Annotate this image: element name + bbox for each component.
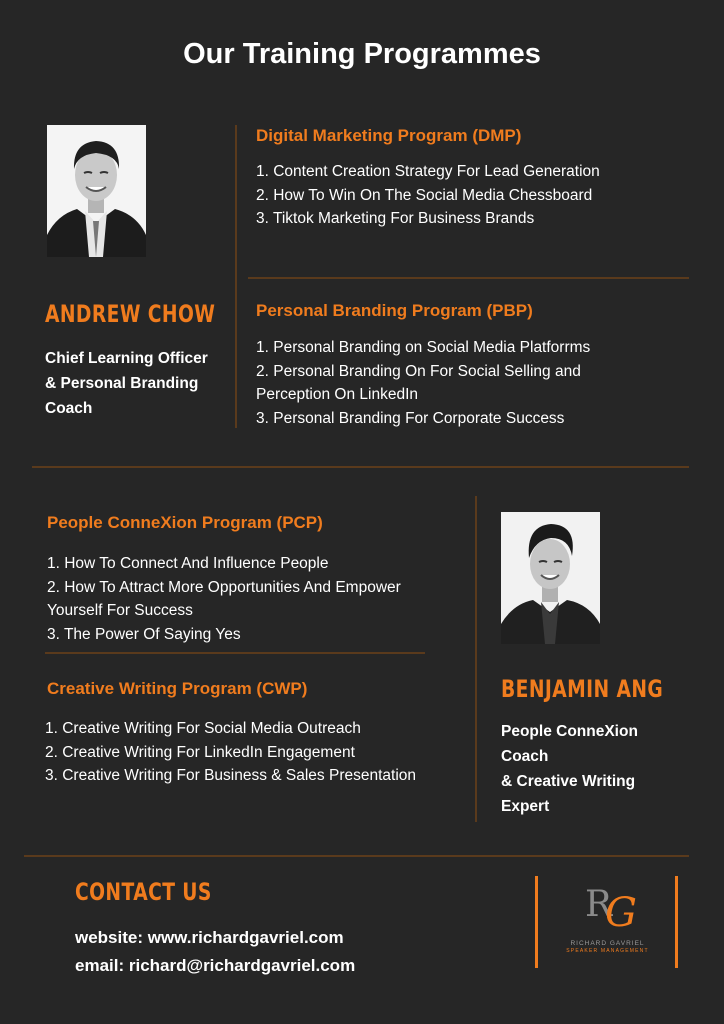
contact-heading: CONTACT US [75,878,212,906]
list-item: 3. Creative Writing For Business & Sales Presentation [45,767,417,784]
company-logo [545,882,670,962]
list-item: Yourself For Success [47,602,193,619]
list-item: 2. Creative Writing For LinkedIn Engagement [45,743,355,761]
horizontal-divider-bottom-programs [45,652,425,654]
section-divider-middle [32,466,689,468]
logo-monogram-r: R [585,884,613,925]
list-item: 2. How To Attract More Opportunities And Empower [47,578,401,596]
list-item: Perception On LinkedIn [256,386,418,403]
role-line: Chief Learning Officer [45,350,208,367]
coach-role-andrew-chow [45,346,235,421]
contact-email[interactable]: email: richard@richardgavriel.com [75,956,356,975]
andrew-chow-photo [47,125,146,257]
vertical-divider-bottom [475,496,477,822]
list-item: 1. Content Creation Strategy For Lead Generation [256,163,600,180]
role-line: Coach [501,748,549,765]
program-title-cwp: Creative Writing Program (CWP) [47,679,308,698]
role-line: Coach [45,400,93,417]
program-list-pcp [47,552,467,646]
list-item: 3. Tiktok Marketing For Business Brands [256,210,535,227]
logo-left-rule [535,876,538,968]
horizontal-divider-programs [248,277,689,279]
role-line: Expert [501,798,550,815]
vertical-divider-top [235,125,237,428]
list-item: 3. Personal Branding For Corporate Success [256,409,565,427]
logo-monogram-g: G [605,890,637,936]
list-item: 2. How To Win On The Social Media Chessboard [256,186,593,204]
coach-name-andrew-chow: ANDREW CHOW [45,300,216,328]
logo-tagline: SPEAKER MANAGEMENT [566,948,649,954]
list-item: 2. Personal Branding On For Social Selling and [256,362,581,380]
role-line: & Personal Branding [45,375,199,392]
logo-company-name: RICHARD GAVRIEL [570,940,645,947]
program-list-cwp [45,717,475,788]
list-item: 1. Personal Branding on Social Media Platforrms [256,339,591,356]
coach-role-benjamin-ang [501,719,701,819]
role-line: People ConneXion [501,723,638,740]
list-item: 1. How To Connect And Influence People [47,555,329,572]
logo-right-rule [675,876,678,968]
section-divider-footer [24,855,689,857]
role-line: & Creative Writing [501,773,636,790]
list-item: 1. Creative Writing For Social Media Outreach [45,720,361,737]
program-title-pcp: People ConneXion Program (PCP) [47,513,323,532]
page-title: Our Training Programmes [183,38,541,70]
program-list-dmp [256,160,706,231]
contact-website[interactable]: website: www.richardgavriel.com [75,928,344,947]
list-item: 3. The Power Of Saying Yes [47,625,241,643]
program-title-pbp: Personal Branding Program (PBP) [256,301,533,320]
benjamin-ang-photo [501,512,600,644]
coach-name-benjamin-ang: BENJAMIN ANG [501,675,664,703]
program-list-pbp [256,336,706,430]
program-title-dmp: Digital Marketing Program (DMP) [256,126,522,145]
